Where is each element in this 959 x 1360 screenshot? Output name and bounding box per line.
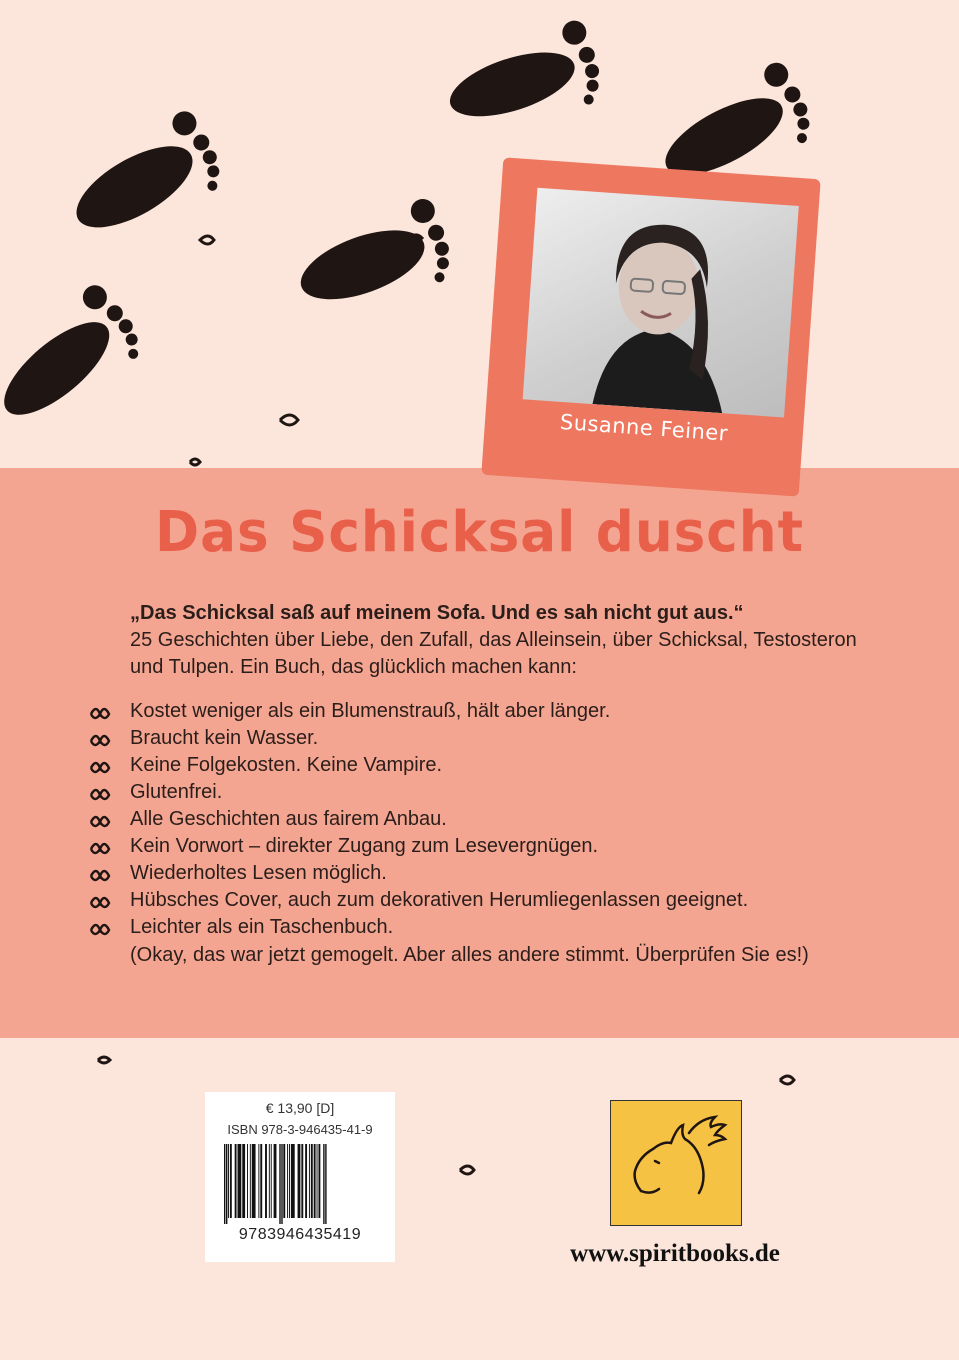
publisher-url[interactable]: www.spiritbooks.de: [570, 1240, 780, 1267]
list-item: Keine Folgekosten. Keine Vampire.: [88, 752, 888, 779]
author-name: Susanne Feiner: [559, 409, 729, 446]
loop-bullet-icon: [88, 702, 112, 722]
author-photo-card: [481, 157, 820, 496]
closing-text: (Okay, das war jetzt gemogelt. Aber alles andere stimmt. Überprüfen Sie es!): [130, 944, 809, 966]
author-photo: [523, 188, 799, 418]
loop-bullet-icon: [88, 756, 112, 776]
intro-text: 25 Geschichten über Liebe, den Zufall, das Alleinsein, über Schicksal, Testosteron und Tulpen. Ein Buch, das glücklich machen kann:: [130, 629, 857, 678]
barcode: [222, 1144, 378, 1224]
list-item: Kein Vorwort – direkter Zugang zum Lesevergnügen.: [88, 833, 888, 860]
loop-bullet-icon: [88, 810, 112, 830]
barcode-number: 9783946435419: [238, 1226, 362, 1243]
book-quote: „Das Schicksal saß auf meinem Sofa. Und es sah nicht gut aus.“: [130, 602, 744, 624]
barcode-box: [205, 1092, 395, 1262]
loop-bullet-icon: [88, 783, 112, 803]
list-item: Hübsches Cover, auch zum dekorativen Herumliegenlassen geeignet.: [88, 887, 888, 914]
loop-bullet-icon: [88, 837, 112, 857]
feature-list: [88, 698, 888, 941]
loop-bullet-icon: [88, 729, 112, 749]
book-title: Das Schicksal duscht: [155, 500, 804, 565]
loop-bullet-icon: [88, 918, 112, 938]
list-item: Alle Geschichten aus fairem Anbau.: [88, 806, 888, 833]
list-item: Glutenfrei.: [88, 779, 888, 806]
book-intro: [130, 600, 890, 681]
list-item: Wiederholtes Lesen möglich.: [88, 860, 888, 887]
price-label: € 13,90 [D]: [265, 1100, 335, 1116]
loop-bullet-icon: [88, 891, 112, 911]
loop-bullet-icon: [88, 864, 112, 884]
isbn-label: ISBN 978-3-946435-41-9: [227, 1122, 373, 1137]
list-item: Braucht kein Wasser.: [88, 725, 888, 752]
winged-horse-icon: [610, 1100, 742, 1226]
list-item: Kostet weniger als ein Blumenstrauß, hält aber länger.: [88, 698, 888, 725]
list-item: Leichter als ein Taschenbuch.: [88, 914, 888, 941]
